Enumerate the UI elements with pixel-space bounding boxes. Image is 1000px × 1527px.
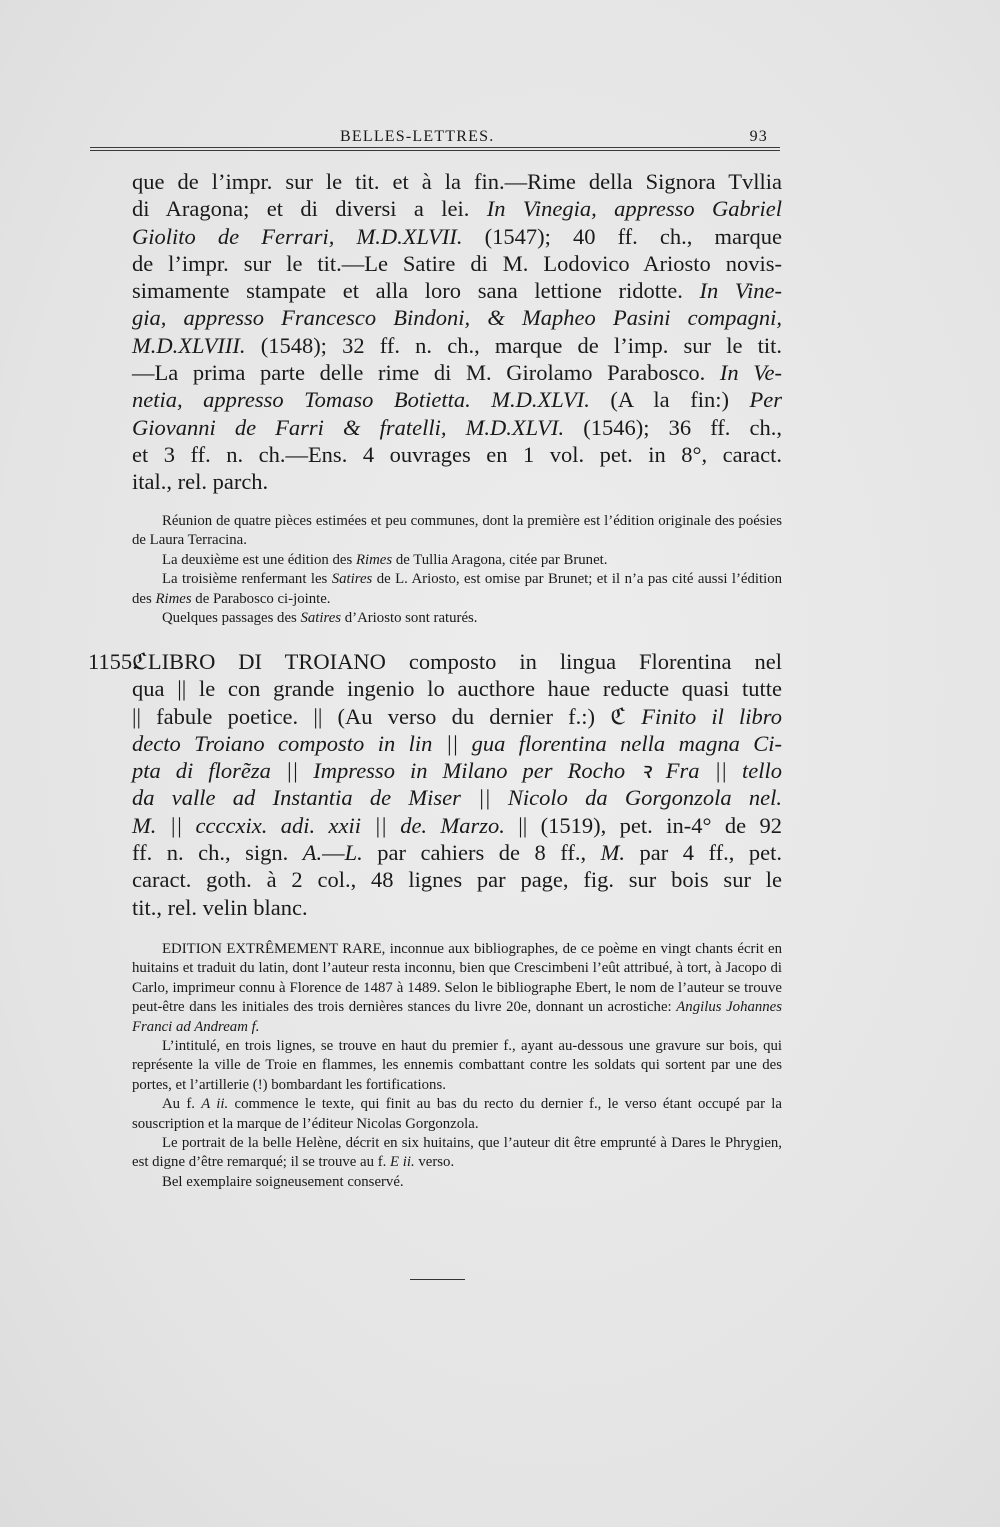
text-run: simamente stampate et alla loro sana lettione ridotte.: [132, 278, 700, 304]
text-run: || fabule poetice. || (Au verso du dernier f.:) ℭ: [132, 703, 642, 729]
text-line: [132, 812, 782, 839]
text-run: Quelques passages des: [162, 610, 301, 627]
italic-run: Giovanni de Farri & fratelli, M.D.XLVI.: [132, 414, 565, 440]
text-run: (1548); 32 ff. n. ch., marque de l’imp. sur le tit.: [245, 332, 782, 358]
running-title: BELLES-LETTRES.: [340, 128, 495, 145]
text-line: [132, 675, 782, 702]
italic-run: In Ve-: [719, 360, 782, 386]
italic-run: Satires: [300, 610, 342, 627]
text-line: [132, 168, 782, 195]
text-run: (1546); 36 ff. ch.,: [564, 414, 782, 440]
italic-run: In Vine-: [699, 278, 782, 304]
header-rule: [90, 147, 780, 148]
text-line: [132, 703, 782, 730]
text-run: —: [322, 840, 345, 866]
text-line: [132, 784, 782, 811]
note-paragraph: [132, 940, 782, 1037]
italic-run: Rimes: [355, 551, 393, 568]
end-rule: [410, 1279, 465, 1280]
text-line: [132, 730, 782, 757]
entry-number: 1155.: [88, 649, 138, 674]
text-line: [132, 894, 782, 921]
italic-run: M. || ccccxix. adi. xxii || de. Marzo.: [132, 812, 505, 838]
text-run: par cahiers de 8 ff.,: [362, 840, 601, 866]
note-paragraph: [132, 512, 782, 551]
note-paragraph: [132, 570, 782, 609]
text-line: [132, 648, 782, 675]
italic-run: gia, appresso Francesco Bindoni, & Mapheo Pasini compagni,: [132, 305, 782, 331]
text-run: ital., rel. parch.: [132, 469, 269, 495]
text-run: ℭLIBRO DI TROIANO composto in lingua Florentina nel: [132, 649, 782, 674]
italic-run: Per: [749, 387, 782, 413]
text-line: [132, 866, 782, 893]
text-run: || (1519), pet. in-4° de 92: [504, 812, 782, 838]
text-run: que de l’impr. sur le tit. et à la fin.—Rime della Signora Tvllia: [132, 169, 782, 194]
entry-1155-body: [132, 648, 782, 921]
text-run: (1547); 40 ff. ch., marque: [462, 223, 782, 249]
text-run: qua || le con grande ingenio lo aucthore haue reducte quasi tutte: [132, 676, 782, 702]
text-line: [132, 223, 782, 250]
text-run: de L. Ariosto, est omise par Brunet; et il n’a pas cité aussi l’édition des: [132, 571, 782, 607]
italic-run: M.D.XLVIII.: [132, 332, 246, 358]
italic-run: da valle ad Instantia de Miser || Nicolo da Gorgonzola nel.: [132, 785, 782, 811]
italic-run: Angilus Johannes Franci ad Andream f.: [132, 999, 782, 1035]
text-run: Au f.: [162, 1096, 202, 1113]
text-run: de Parabosco ci-jointe.: [191, 590, 331, 607]
italic-run: Finito il libro: [641, 703, 782, 729]
italic-run: A.: [302, 840, 323, 866]
text-line: [132, 277, 782, 304]
text-line: [132, 441, 782, 468]
text-run: ff. n. ch., sign.: [132, 840, 303, 866]
italic-run: In Vinegia, appresso Gabriel: [486, 196, 782, 222]
text-run: verso.: [414, 1154, 455, 1171]
text-run: La troisième renfermant les: [162, 571, 332, 588]
text-run: de l’impr. sur le tit.—Le Satire di M. Lodovico Ariosto novis-: [132, 250, 782, 276]
text-run: La deuxième est une édition des: [162, 551, 356, 568]
text-run: —La prima parte delle rime di M. Girolamo Parabosco.: [132, 360, 720, 386]
text-line: [132, 359, 782, 386]
text-line: [132, 250, 782, 277]
text-run: Bel exemplaire soigneusement conservé.: [162, 1173, 404, 1190]
text-run: di Aragona; et di diversi a lei.: [132, 196, 487, 222]
text-line: [132, 414, 782, 441]
entry-1154-continuation: [132, 168, 782, 496]
page-number: 93: [749, 128, 768, 145]
text-line: [132, 839, 782, 866]
text-run: par 4 ff., pet.: [625, 840, 782, 866]
entry-1155: [88, 648, 782, 921]
text-run: d’Ariosto sont raturés.: [341, 610, 478, 627]
italic-run: L.: [344, 840, 363, 866]
text-line: [132, 332, 782, 359]
text-line: [132, 386, 782, 413]
italic-run: Satires: [331, 571, 373, 588]
italic-run: Giolito de Ferrari, M.D.XLVII.: [132, 223, 463, 249]
italic-run: A ii.: [201, 1096, 229, 1113]
text-run: Le portrait de la belle Helène, décrit en six huitains, que l’auteur dit être emprunté à Dares le Phrygien, est digne d’être remarqué; il se trouve au f.: [132, 1135, 782, 1171]
entry-1154-note: [132, 512, 782, 628]
italic-run: decto Troiano composto in lin || gua florentina nella magna Ci-: [132, 730, 782, 756]
text-run: et 3 ff. n. ch.—Ens. 4 ouvrages en 1 vol. pet. in 8°, caract.: [132, 441, 782, 467]
note-paragraph: [132, 1173, 782, 1192]
text-line: [132, 304, 782, 331]
note-paragraph: [132, 1037, 782, 1095]
text-run: L’intitulé, en trois lignes, se trouve en haut du premier f., ayant au-dessous une gravure sur bois, qui représente la ville de Troie en flammes, les ennemis combattant contre les soldats qui sortent par une des portes, et l’artillerie (!) bombardant les fortifications.: [132, 1038, 782, 1093]
italic-run: netia, appresso Tomaso Botietta. M.D.XLVI.: [132, 387, 590, 413]
text-run: tit., rel. velin blanc.: [132, 894, 308, 920]
text-run: Réunion de quatre pièces estimées et peu communes, dont la première est l’édition originale des poésies de Laura Terracina.: [132, 513, 782, 549]
text-line: [132, 195, 782, 222]
note-paragraph: [132, 609, 782, 628]
note-paragraph: [132, 1095, 782, 1134]
italic-run: M.: [600, 840, 626, 866]
italic-run: pta di florẽza || Impresso in Milano per Rocho ꝛ Fra || tello: [132, 758, 782, 784]
italic-run: E ii.: [390, 1154, 415, 1171]
italic-run: Rimes: [155, 590, 192, 607]
header-rule: [90, 150, 780, 151]
text-line: [132, 468, 782, 495]
entry-1155-note: [132, 940, 782, 1192]
text-run: commence le texte, qui finit au bas du recto du dernier f., le verso étant occupé par la souscription et la marque de l’éditeur Nicolas Gorgonzola.: [132, 1096, 782, 1132]
text-run: de Tullia Aragona, citée par Brunet.: [392, 551, 608, 568]
text-run: EDITION EXTRÊMEMENT RARE, inconnue aux bibliographes, de ce poème en vingt chants écrit en huitains et traduit du latin, dont l’auteur resta inconnu, bien que Crescimbeni l’eût attribué, à tort, à Jacopo di Carlo, imprimeur connu à Florence de 1487 à 1489. Selon le bibliographe Ebert, le nom de l’auteur se trouve peut-être dans les initiales des trois dernières stances du livre 20e, donnant un acrostiche:: [132, 941, 782, 1016]
note-paragraph: [132, 1134, 782, 1173]
text-line: [132, 757, 782, 784]
text-run: (A la fin:): [589, 387, 750, 413]
note-paragraph: [132, 551, 782, 570]
text-run: caract. goth. à 2 col., 48 lignes par page, fig. sur bois sur le: [132, 867, 782, 893]
